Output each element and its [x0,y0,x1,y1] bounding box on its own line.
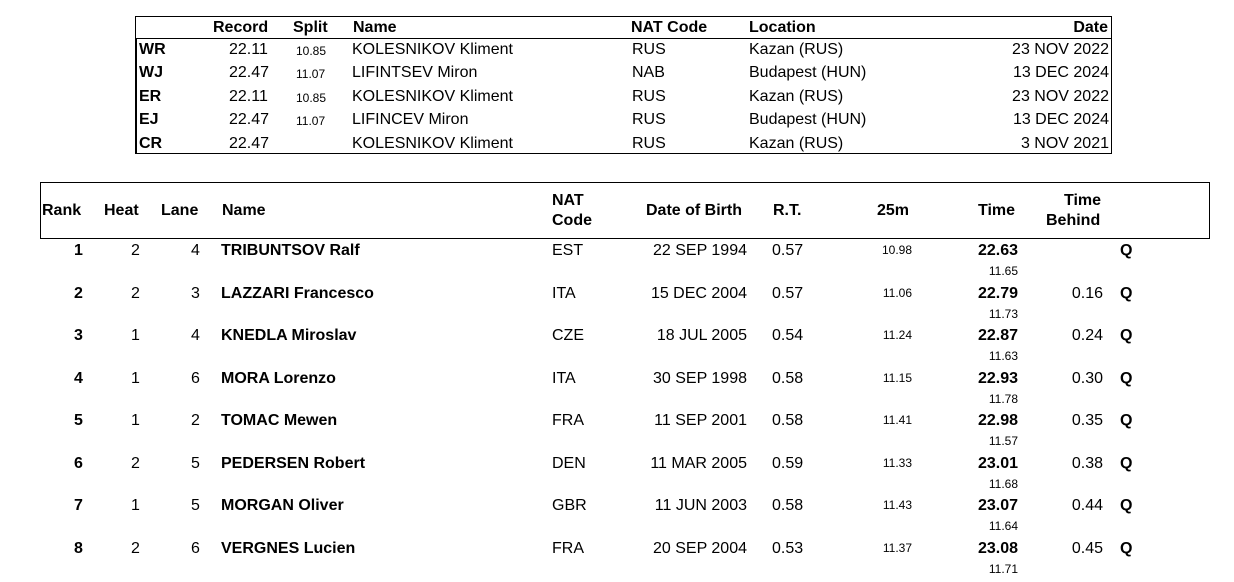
rank: 6 [74,454,83,472]
records-header-date: Date [1073,19,1108,36]
qualified-mark: Q [1120,497,1133,514]
split-25m: 11.41 [882,413,912,427]
record-nat: NAB [632,64,665,82]
records-header-name: Name [353,19,397,36]
final-time: 22.63 [977,242,1018,259]
record-type: WR [139,41,166,58]
split-50m: 11.65 [988,264,1018,278]
date-of-birth: 11 SEP 2001 [654,412,747,429]
heat: 2 [131,284,140,302]
heat: 1 [131,327,140,344]
record-date: 13 DEC 2024 [1012,64,1109,82]
time-behind: 0.30 [1071,369,1103,387]
athlete-name: TRIBUNTSOV Ralf [221,242,360,259]
split-50m: 11.63 [988,349,1018,363]
split-50m: 11.71 [988,561,1018,576]
lane: 6 [191,369,200,387]
time-behind: 0.44 [1071,497,1103,514]
header-split25: 25m [877,202,910,219]
record-name: KOLESNIKOV Kliment [352,87,513,105]
final-time: 22.79 [977,284,1018,302]
record-name: KOLESNIKOV Kliment [352,134,513,152]
record-location: Kazan (RUS) [749,134,844,152]
record-split: 11.07 [296,67,326,82]
record-date: 3 NOV 2021 [1020,134,1109,152]
lane: 4 [191,327,200,344]
final-time: 22.98 [977,412,1018,429]
rank: 8 [74,539,83,557]
split-25m: 11.15 [882,370,912,385]
reaction-time: 0.57 [772,284,804,302]
record-value: 22.47 [229,64,270,82]
time-behind: 0.24 [1071,327,1103,344]
qualified-mark: Q [1120,412,1133,429]
final-time: 23.01 [977,454,1018,472]
record-split: 10.85 [296,44,327,58]
athlete-name: MORA Lorenzo [221,369,336,387]
record-location: Budapest (HUN) [749,111,867,129]
nat-code: ITA [552,369,576,387]
athlete-name: PEDERSEN Robert [221,454,366,472]
reaction-time: 0.57 [772,242,804,259]
split-25m: 11.37 [882,540,912,555]
record-nat: RUS [632,41,666,58]
rank: 1 [74,242,83,259]
date-of-birth: 15 DEC 2004 [650,284,747,302]
split-50m: 11.73 [988,306,1018,321]
time-behind: 0.35 [1071,412,1103,429]
time-behind: 0.16 [1071,284,1103,302]
split-25m: 11.06 [882,285,912,300]
date-of-birth: 20 SEP 2004 [652,539,747,557]
date-of-birth: 11 JUN 2003 [654,497,747,514]
split-25m: 10.98 [881,243,912,257]
record-date: 23 NOV 2022 [1012,41,1109,58]
header-behind-line2: Behind [1046,212,1101,229]
qualified-mark: Q [1120,369,1133,387]
lane: 4 [191,242,200,259]
qualified-mark: Q [1120,454,1133,472]
rank: 2 [74,284,83,302]
header-name: Name [222,202,266,219]
athlete-name: TOMAC Mewen [221,412,338,429]
record-nat: RUS [632,134,666,152]
record-value: 22.11 [229,87,268,105]
nat-code: CZE [552,327,584,344]
record-name: LIFINCEV Miron [352,111,469,129]
final-time: 22.93 [977,369,1018,387]
split-50m: 11.57 [988,434,1018,448]
lane: 3 [191,284,200,302]
header-time: Time [978,202,1016,219]
record-value: 22.47 [229,134,270,152]
heat: 1 [131,497,140,514]
records-header-record: Record [213,19,269,36]
results-header [40,182,1210,239]
records-header-split: Split [293,19,328,36]
record-date: 13 DEC 2024 [1012,111,1109,129]
header-nat-line1: NAT [552,192,584,209]
rank: 7 [74,497,83,514]
time-behind: 0.38 [1071,454,1103,472]
split-50m: 11.68 [988,476,1018,491]
nat-code: DEN [552,454,586,472]
nat-code: EST [552,242,584,259]
heat: 1 [131,412,140,429]
reaction-time: 0.58 [772,412,804,429]
date-of-birth: 22 SEP 1994 [652,242,747,259]
qualified-mark: Q [1120,242,1133,259]
rank: 3 [74,327,83,344]
record-type: CR [139,134,163,152]
header-rank: Rank [42,202,82,219]
qualified-mark: Q [1120,284,1133,302]
record-type: EJ [139,111,159,129]
rank: 4 [74,369,83,387]
date-of-birth: 11 MAR 2005 [650,454,747,472]
records-divider [135,38,137,154]
record-split: 10.85 [296,90,327,105]
record-name: LIFINTSEV Miron [352,64,478,82]
heat: 1 [131,369,140,387]
nat-code: FRA [552,539,584,557]
rank: 5 [74,412,83,429]
record-value: 22.11 [229,41,268,58]
header-dob: Date of Birth [646,202,742,219]
record-location: Kazan (RUS) [749,41,844,58]
heat: 2 [131,242,140,259]
date-of-birth: 18 JUL 2005 [656,327,747,344]
record-location: Kazan (RUS) [749,87,844,105]
record-split: 11.07 [296,114,326,129]
heat: 2 [131,454,140,472]
heat: 2 [131,539,140,557]
record-date: 23 NOV 2022 [1012,87,1109,105]
athlete-name: MORGAN Oliver [221,497,344,514]
records-header-nat: NAT Code [631,19,708,36]
athlete-name: VERGNES Lucien [221,539,356,557]
record-type: WJ [139,64,163,82]
final-time: 23.08 [977,539,1018,557]
time-behind: 0.45 [1071,539,1103,557]
record-nat: RUS [632,87,666,105]
reaction-time: 0.54 [772,327,804,344]
nat-code: ITA [552,284,576,302]
reaction-time: 0.58 [772,369,804,387]
date-of-birth: 30 SEP 1998 [652,369,747,387]
header-nat-line2: Code [552,212,592,229]
split-25m: 11.33 [882,455,912,470]
header-heat: Heat [104,202,139,219]
record-type: ER [139,87,162,105]
reaction-time: 0.59 [772,454,804,472]
reaction-time: 0.58 [772,497,804,514]
header-behind-line1: Time [1064,192,1102,209]
athlete-name: LAZZARI Francesco [221,284,374,302]
qualified-mark: Q [1120,539,1133,557]
lane: 5 [191,497,200,514]
record-value: 22.47 [229,111,270,129]
final-time: 23.07 [977,497,1018,514]
header-lane: Lane [161,202,199,219]
split-50m: 11.64 [988,519,1018,533]
nat-code: FRA [552,412,584,429]
lane: 5 [191,454,200,472]
athlete-name: KNEDLA Miroslav [221,327,357,344]
records-table [135,16,1112,154]
lane: 6 [191,539,200,557]
header-rt: R.T. [773,202,802,219]
qualified-mark: Q [1120,327,1133,344]
lane: 2 [191,412,200,429]
split-25m: 11.24 [882,328,912,342]
nat-code: GBR [552,497,587,514]
split-25m: 11.43 [882,498,912,512]
record-nat: RUS [632,111,666,129]
record-location: Budapest (HUN) [749,64,867,82]
records-body [136,38,1111,155]
final-time: 22.87 [977,327,1018,344]
record-name: KOLESNIKOV Kliment [352,41,513,58]
split-50m: 11.78 [988,391,1018,406]
records-header-location: Location [749,19,816,36]
reaction-time: 0.53 [772,539,804,557]
